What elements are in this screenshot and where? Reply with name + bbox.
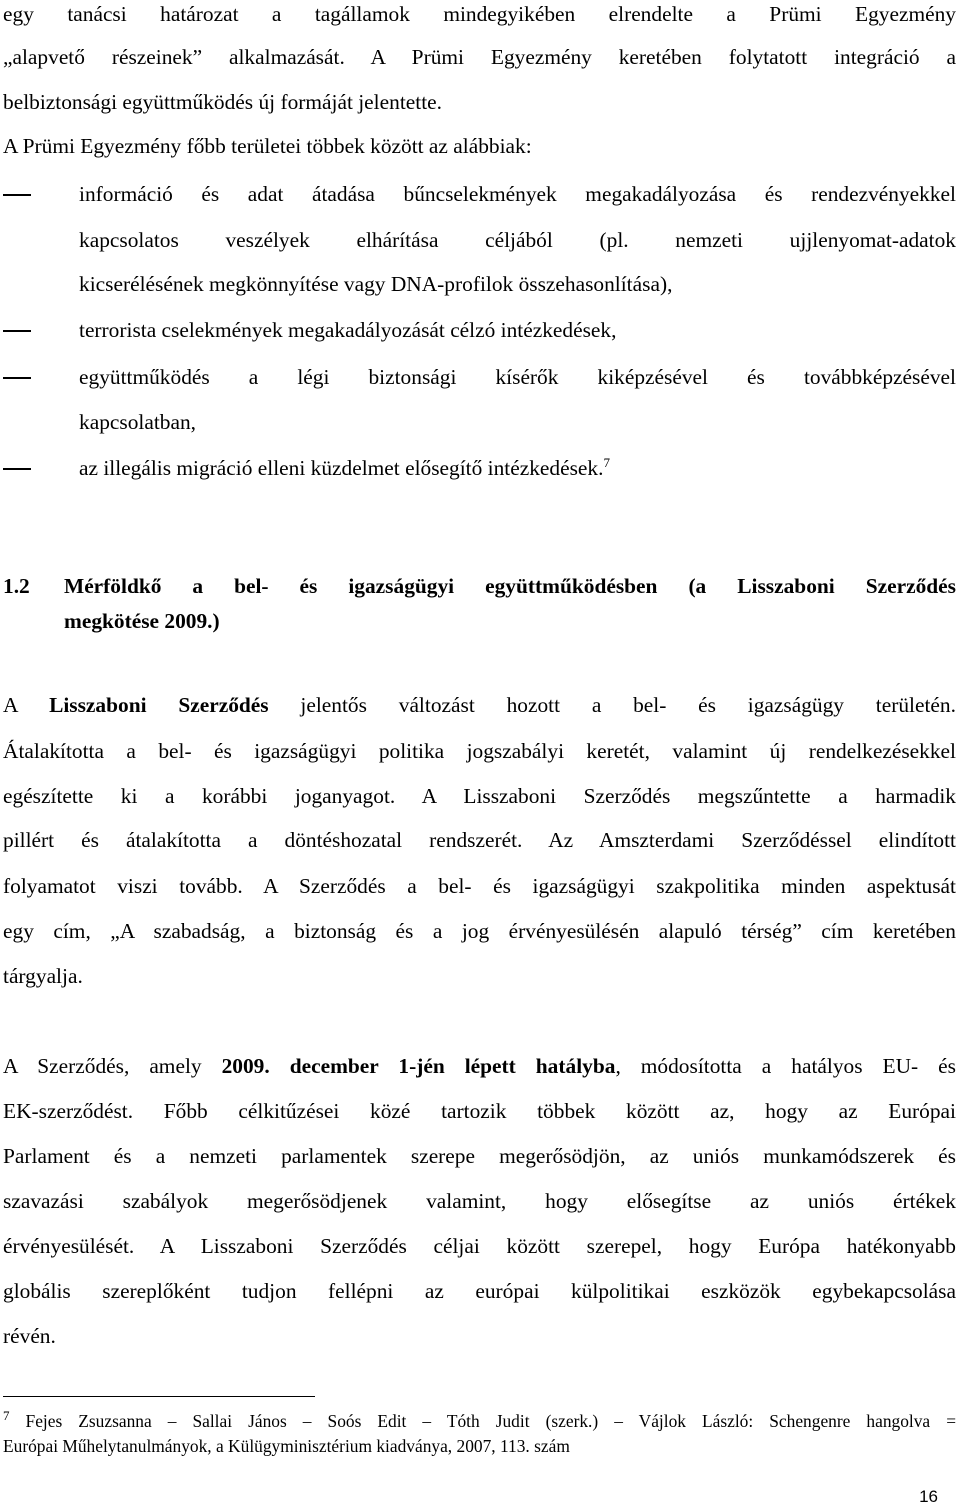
dash-bullet-icon xyxy=(3,468,31,470)
para2-bold-text: 2009. december 1-jén lépett hatályba xyxy=(221,1054,616,1078)
footnote-separator xyxy=(3,1396,315,1397)
para1-line-3: egészítette ki a korábbi joganyagot. A Lisszaboni Szerződés megszűntette a harmadik xyxy=(3,784,956,808)
para2-line-4: szavazási szabályok megerősödjenek valamint, hogy elősegítse az uniós értékek xyxy=(3,1189,956,1213)
para1-text: jelentős változást hozott a bel- és igazságügy területén. xyxy=(268,693,956,717)
para1-text: A xyxy=(3,693,50,717)
bullet-4 xyxy=(79,454,956,482)
para2-line-7: révén. xyxy=(3,1324,56,1348)
bullet-1-line-1: információ és adat átadása bűncselekmények megakadályozása és rendezvényekkel xyxy=(79,182,956,206)
bullet-1-line-2: kapcsolatos veszélyek elhárítása céljából (pl. nemzeti ujjlenyomat-adatok xyxy=(79,228,956,252)
bullet-3-line-2: kapcsolatban, xyxy=(79,410,197,434)
para2-line-6: globális szereplőként tudjon fellépni az európai külpolitikai eszközök egybekapcsolása xyxy=(3,1279,956,1303)
footnote-text: Fejes Zsuzsanna – Sallai János – Soós Edit – Tóth Judit (szerk.) – Vájlok László: Schengenre hangolva = xyxy=(9,1411,956,1431)
para2-line-1 xyxy=(3,1052,956,1080)
bullet-2: terrorista cselekmények megakadályozását célzó intézkedések, xyxy=(79,318,617,342)
dash-bullet-icon xyxy=(3,330,31,332)
intro-line-2: „alapvető részeinek” alkalmazását. A Prümi Egyezmény keretében folytatott integráció a xyxy=(3,45,956,69)
para2-text: A Szerződés, amely xyxy=(3,1054,222,1078)
footnote-line-1 xyxy=(3,1409,956,1433)
intro-line-3: belbiztonsági együttműködés új formáját jelentette. xyxy=(3,90,442,114)
para1-line-5: folyamatot viszi tovább. A Szerződés a bel- és igazságügyi szakpolitika minden aspektusát xyxy=(3,874,956,898)
para1-line-2: Átalakította a bel- és igazságügyi politika jogszabályi keretét, valamint új rendelkezésekkel xyxy=(3,739,956,763)
footnote-reference: 7 xyxy=(603,454,610,470)
para2-text: , módosította a hatályos EU- és xyxy=(615,1054,956,1078)
footnote-line-2: Európai Műhelytanulmányok, a Külügyminisztérium kiadványa, 2007, 113. szám xyxy=(3,1436,570,1456)
dash-bullet-icon xyxy=(3,194,31,196)
section-title-line-2: megkötése 2009.) xyxy=(64,609,220,633)
para1-line-1 xyxy=(3,691,956,719)
para1-bold-text: Lisszaboni Szerződés xyxy=(49,693,269,717)
bullet-4-text: az illegális migráció elleni küzdelmet elősegítő intézkedések. xyxy=(79,456,604,480)
section-number: 1.2 xyxy=(3,574,30,598)
para2-line-5: érvényesülését. A Lisszaboni Szerződés céljai között szerepel, hogy Európa hatékonyabb xyxy=(3,1234,956,1258)
bullet-1-line-3: kicserélésének megkönnyítése vagy DNA-profilok összehasonlítása), xyxy=(79,272,673,296)
para2-line-2: EK-szerződést. Főbb célkitűzései közé tartozik többek között az, hogy az Európai xyxy=(3,1099,956,1123)
para1-line-4: pillért és átalakította a döntéshozatal rendszerét. Az Amszterdami Szerződéssel elindított xyxy=(3,828,956,852)
section-title-line-1: Mérföldkő a bel- és igazságügyi együttműködésben (a Lisszaboni Szerződés xyxy=(64,574,956,598)
para1-line-6: egy cím, „A szabadság, a biztonság és a jog érvényesülésén alapuló térség” cím keretében xyxy=(3,919,956,943)
footnote-number: 7 xyxy=(3,1408,10,1424)
dash-bullet-icon xyxy=(3,377,31,379)
intro-line-4: A Prümi Egyezmény főbb területei többek között az alábbiak: xyxy=(3,134,532,158)
intro-line-1: egy tanácsi határozat a tagállamok mindegyikében elrendelte a Prümi Egyezmény xyxy=(3,2,956,26)
para2-line-3: Parlament és a nemzeti parlamentek szerepe megerősödjön, az uniós munkamódszerek és xyxy=(3,1144,956,1168)
page-number: 16 xyxy=(919,1487,938,1506)
para1-line-7: tárgyalja. xyxy=(3,964,83,988)
bullet-3-line-1: együttműködés a légi biztonsági kísérők kiképzésével és továbbképzésével xyxy=(79,365,956,389)
